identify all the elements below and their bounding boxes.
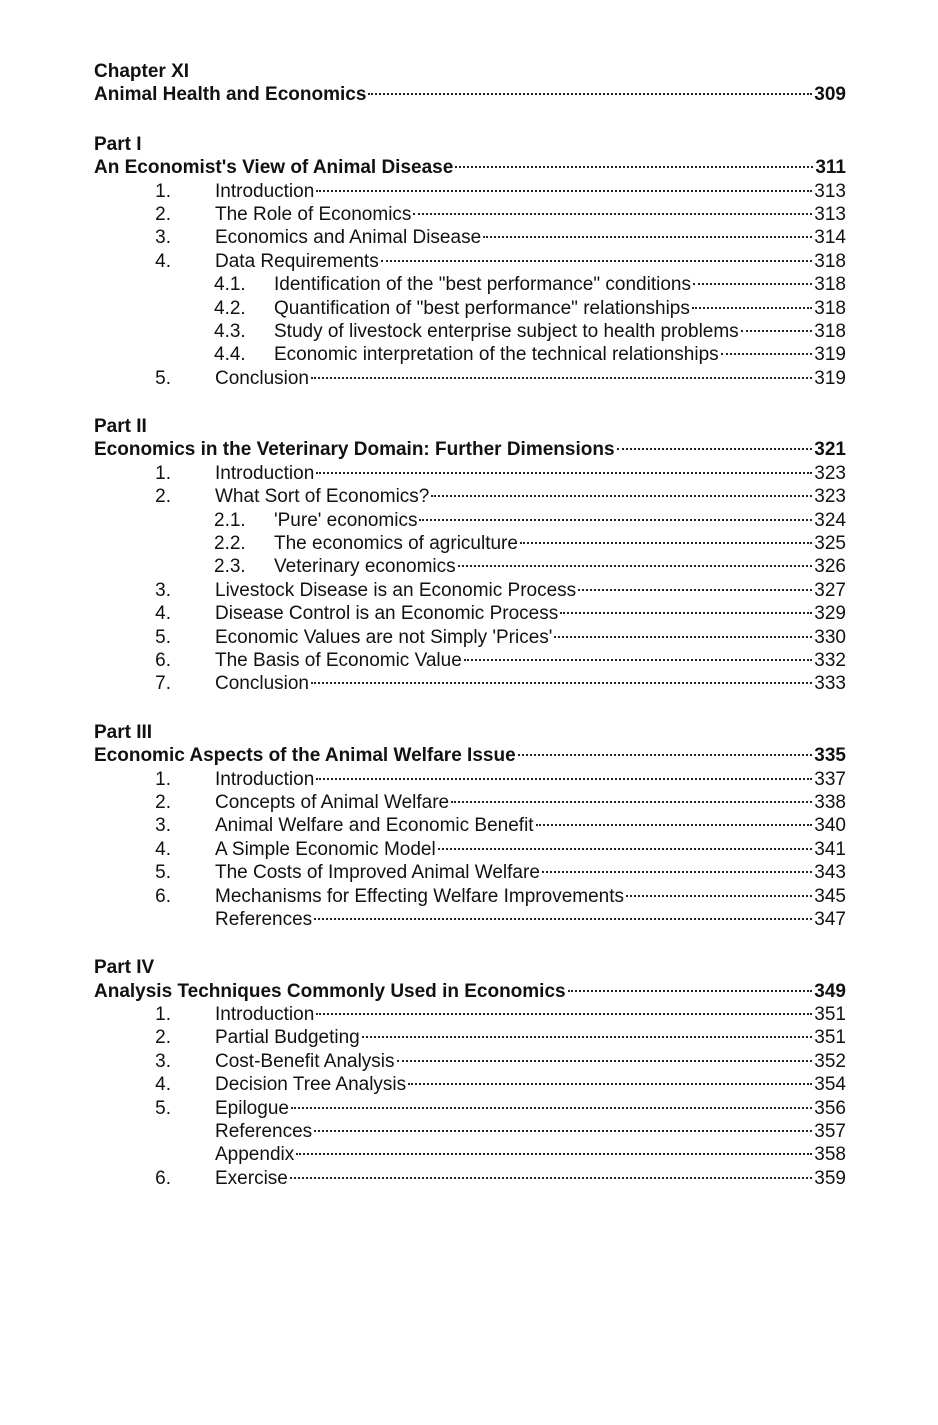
chapter-title-row [94,83,846,106]
dot-leader [438,848,813,850]
entry-number: 5. [155,367,171,389]
entry-page-number: 354 [814,1074,846,1096]
toc-entry [94,462,846,485]
entry-page-number: 356 [814,1097,846,1119]
entry-number: 2.2. [214,533,246,555]
dot-leader [290,1177,812,1179]
entry-page-number: 337 [814,768,846,790]
dot-leader [419,519,812,521]
part-title: An Economist's View of Animal Disease [94,157,454,179]
entry-number: 3. [155,815,171,837]
toc-entry [94,579,846,602]
entry-number: 4.4. [214,344,246,366]
entry-page-number: 318 [814,274,846,296]
toc-entry [94,509,846,532]
part-label: Part II [94,416,147,438]
entry-title: Partial Budgeting [215,1027,360,1049]
entry-title: References [215,1121,313,1143]
entry-number: 5. [155,1097,171,1119]
entry-number: 2.1. [214,509,246,531]
dot-leader [542,871,812,873]
chapter-label: Chapter XI [94,61,190,82]
toc-entry [94,672,846,695]
entry-page-number: 323 [814,486,846,508]
dot-leader [455,166,813,168]
dot-leader [741,330,813,332]
entry-number: 6. [155,649,171,671]
part-title-row [94,438,846,461]
dot-leader [617,448,813,450]
dot-leader [692,307,812,309]
dot-leader [451,801,812,803]
chapter-heading [94,60,846,107]
entry-page-number: 329 [814,603,846,625]
dot-leader [311,682,812,684]
toc-entry [94,768,846,791]
entry-page-number: 319 [814,344,846,366]
part-section [94,415,846,696]
toc-entry [94,555,846,578]
entry-title: Concepts of Animal Welfare [215,791,450,813]
entry-page-number: 340 [814,815,846,837]
dot-leader [316,190,812,192]
entry-page-number: 313 [814,180,846,202]
dot-leader [316,778,812,780]
entry-number: 4.1. [214,274,246,296]
dot-leader [458,565,813,567]
entry-number: 2. [155,791,171,813]
entry-number: 4. [155,603,171,625]
entry-number: 1. [155,1004,171,1026]
entry-title: Veterinary economics [274,556,456,578]
entry-number: 2.3. [214,556,246,578]
entry-number: 4. [155,250,171,272]
entry-number: 4.2. [214,297,246,319]
dot-leader [397,1060,813,1062]
entry-number: 6. [155,885,171,907]
entry-page-number: 351 [814,1004,846,1026]
entry-page-number: 327 [814,579,846,601]
part-page-number: 311 [815,157,846,179]
entry-title: 'Pure' economics [274,509,418,531]
entry-page-number: 314 [814,227,846,249]
entry-page-number: 347 [814,908,846,930]
entry-number: 2. [155,1027,171,1049]
entry-title: Decision Tree Analysis [215,1074,407,1096]
part-title-row [94,980,846,1003]
dot-leader [568,990,813,992]
toc-entry [94,1143,846,1166]
entry-page-number: 318 [814,320,846,342]
entry-number: 1. [155,768,171,790]
toc-entry [94,1050,846,1073]
part-section [94,721,846,932]
part-title: Analysis Techniques Commonly Used in Economics [94,980,566,1002]
toc-entry [94,203,846,226]
entry-page-number: 352 [814,1050,846,1072]
entry-page-number: 318 [814,297,846,319]
dot-leader [554,636,812,638]
toc-entry [94,1073,846,1096]
toc-entry [94,343,846,366]
entry-title: Livestock Disease is an Economic Process [215,579,577,601]
parts-container [94,133,846,1190]
entry-number: 2. [155,486,171,508]
dot-leader [483,236,812,238]
dot-leader [560,612,812,614]
toc-entry [94,1167,846,1190]
dot-leader [314,918,812,920]
dot-leader [381,260,813,262]
entry-title: Animal Welfare and Economic Benefit [215,815,534,837]
entry-page-number: 358 [814,1144,846,1166]
entry-number: 5. [155,862,171,884]
entry-number: 4.3. [214,320,246,342]
dot-leader [413,213,812,215]
part-page-number: 349 [814,980,846,1002]
entry-page-number: 338 [814,791,846,813]
dot-leader [578,589,812,591]
toc-entry [94,297,846,320]
part-section [94,956,846,1190]
entry-title: Introduction [215,462,315,484]
toc-entry [94,908,846,931]
table-of-contents [94,60,846,1215]
entry-number: 5. [155,626,171,648]
entry-page-number: 319 [814,367,846,389]
entry-number: 3. [155,1050,171,1072]
toc-entry [94,320,846,343]
entry-title: Data Requirements [215,250,379,272]
dot-leader [314,1130,812,1132]
entry-title: Introduction [215,180,315,202]
part-label: Part III [94,721,153,743]
dot-leader [408,1083,812,1085]
part-title: Economic Aspects of the Animal Welfare Issue [94,745,516,767]
entry-number: 2. [155,203,171,225]
entry-title: Exercise [215,1167,288,1189]
toc-entry [94,226,846,249]
entry-page-number: 351 [814,1027,846,1049]
toc-entry [94,861,846,884]
entry-page-number: 345 [814,885,846,907]
entry-number: 1. [155,180,171,202]
toc-entry [94,626,846,649]
part-page-number: 321 [814,439,846,461]
entry-page-number: 341 [814,838,846,860]
entry-page-number: 357 [814,1121,846,1143]
entry-title: What Sort of Economics? [215,486,430,508]
dot-leader [431,495,812,497]
toc-entry [94,838,846,861]
toc-entry [94,1026,846,1049]
part-label: Part I [94,133,142,155]
entry-title: A Simple Economic Model [215,838,436,860]
dot-leader [721,353,813,355]
dot-leader [464,659,813,661]
dot-leader [626,895,812,897]
chapter-page-number: 309 [814,84,846,106]
part-label: Part IV [94,957,155,979]
part-title-row [94,744,846,767]
dot-leader [536,824,813,826]
entry-title: Conclusion [215,367,309,389]
entry-title: Introduction [215,1004,315,1026]
part-section [94,133,846,390]
toc-entry [94,273,846,296]
toc-entry [94,791,846,814]
dot-leader [368,93,812,95]
entry-title: Conclusion [215,673,309,695]
toc-entry [94,532,846,555]
entry-title: Appendix [215,1144,295,1166]
entry-title: Study of livestock enterprise subject to health problems [274,320,739,342]
toc-entry [94,180,846,203]
entry-number: 3. [155,579,171,601]
dot-leader [518,754,813,756]
entry-title: Epilogue [215,1097,289,1119]
entry-number: 1. [155,462,171,484]
entry-page-number: 323 [814,462,846,484]
part-title-row [94,156,846,179]
entry-title: Economics and Animal Disease [215,227,482,249]
entry-page-number: 359 [814,1167,846,1189]
toc-entry [94,250,846,273]
toc-entry [94,814,846,837]
toc-entry [94,602,846,625]
dot-leader [520,542,812,544]
toc-entry [94,1120,846,1143]
entry-page-number: 332 [814,649,846,671]
dot-leader [311,377,812,379]
toc-entry [94,367,846,390]
entry-title: The Costs of Improved Animal Welfare [215,862,540,884]
entry-title: Quantification of "best performance" relationships [274,297,690,319]
entry-page-number: 318 [814,250,846,272]
chapter-title: Animal Health and Economics [94,84,367,106]
entry-page-number: 343 [814,862,846,884]
entry-title: The Basis of Economic Value [215,649,462,671]
entry-title: Introduction [215,768,315,790]
dot-leader [296,1153,812,1155]
dot-leader [316,472,812,474]
entry-page-number: 333 [814,673,846,695]
entry-title: Mechanisms for Effecting Welfare Improvements [215,885,625,907]
entry-title: Economic interpretation of the technical relationships [274,344,719,366]
dot-leader [362,1036,813,1038]
entry-number: 3. [155,227,171,249]
entry-title: Cost-Benefit Analysis [215,1050,395,1072]
toc-entry [94,885,846,908]
entry-number: 7. [155,673,171,695]
part-title: Economics in the Veterinary Domain: Further Dimensions [94,439,615,461]
entry-number: 4. [155,1074,171,1096]
toc-entry [94,1003,846,1026]
entry-page-number: 325 [814,533,846,555]
toc-entry [94,485,846,508]
toc-entry [94,649,846,672]
entry-title: Disease Control is an Economic Process [215,603,559,625]
part-page-number: 335 [814,745,846,767]
toc-entry [94,1097,846,1120]
entry-number: 6. [155,1167,171,1189]
entry-title: The economics of agriculture [274,533,518,555]
dot-leader [291,1107,812,1109]
entry-page-number: 326 [814,556,846,578]
dot-leader [693,283,812,285]
entry-page-number: 324 [814,509,846,531]
entry-page-number: 313 [814,203,846,225]
entry-title: References [215,908,313,930]
dot-leader [316,1013,812,1015]
entry-title: The Role of Economics [215,203,412,225]
entry-title: Identification of the "best performance" conditions [274,274,691,296]
entry-number: 4. [155,838,171,860]
entry-title: Economic Values are not Simply 'Prices' [215,626,553,648]
entry-page-number: 330 [814,626,846,648]
